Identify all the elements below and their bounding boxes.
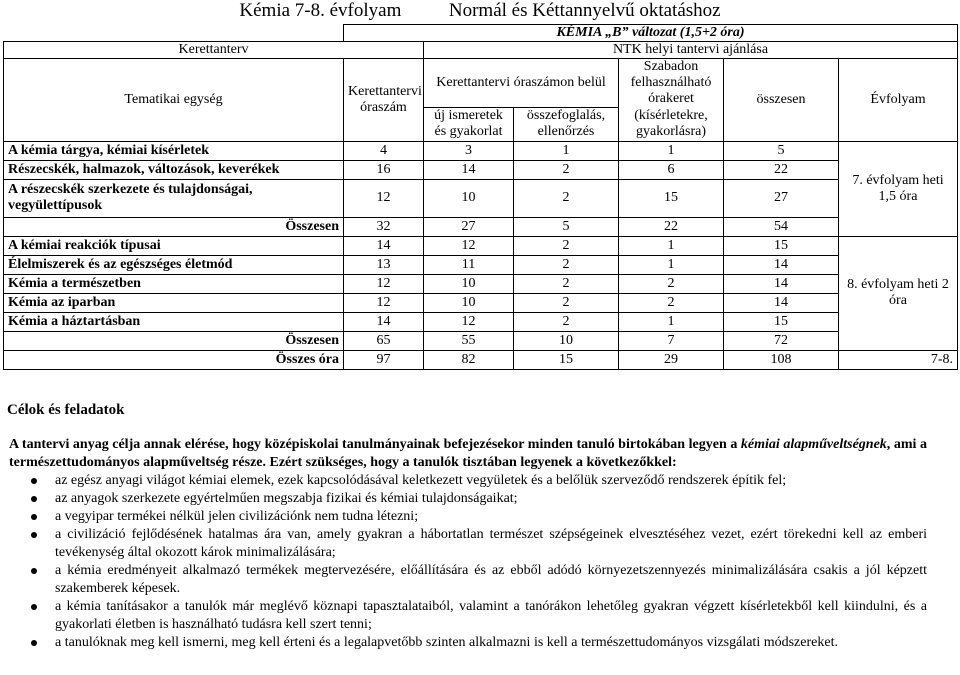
ossz-cell: 2 (514, 274, 619, 293)
uj-cell: 3 (424, 141, 514, 160)
table-row (4, 141, 958, 160)
ker-cell: 16 (344, 160, 424, 179)
sum-cell: 15 (724, 312, 839, 331)
goals-intro: A tantervi anyag célja annak elérése, hogy középiskolai tanulmányainak befejezésekor minden tanuló birtokában legyen a kémiai alapműveltségnek, ami a természettudományos alapműveltség része. Ezért szükséges, hogy a tanulók tisztában legyenek a következőkkel: (9, 437, 927, 470)
list-item: az egész anyagi világot kémiai elemek, ezek kapcsolódásával keletkezett vegyületek és a belőlük szerveződő rendszerek építik fel; (9, 472, 927, 490)
ossz-cell: 15 (514, 350, 619, 369)
sum-cell: 5 (724, 141, 839, 160)
sum-cell: 108 (724, 350, 839, 369)
grand-total-grade: 7-8. (839, 350, 958, 369)
title-subtitle: Normál és Kéttannyelvű oktatáshoz (448, 0, 721, 21)
topic-cell: Kémia az iparban (4, 293, 344, 312)
ker-cell: 14 (344, 236, 424, 255)
topic-cell: A kémia tárgya, kémiai kísérletek (4, 141, 344, 160)
list-item: a kémia tanításakor a tanulók már meglévő köznapi tapasztalataiból, valamint a tanórákon lehetőleg gyakran végzett kísérletekből kell kiindulni, és a gyakorlati életben is használható tudásra kell szert tenni; (9, 598, 927, 634)
grand-total-row (4, 350, 958, 369)
ossz-cell: 2 (514, 160, 619, 179)
sum-cell: 15 (724, 236, 839, 255)
sum-cell: 54 (724, 217, 839, 236)
szab-cell: 1 (619, 141, 724, 160)
uj-cell: 10 (424, 179, 514, 217)
ossz-cell: 10 (514, 331, 619, 350)
uj-cell: 11 (424, 255, 514, 274)
sum-cell: 72 (724, 331, 839, 350)
sum-cell: 14 (724, 293, 839, 312)
ossz-cell: 2 (514, 293, 619, 312)
document-title (0, 0, 960, 22)
topic-cell: Részecskék, halmazok, változások, keverékek (4, 160, 344, 179)
ker-cell: 14 (344, 312, 424, 331)
variant-heading: KÉMIA „B” változat (1,5+2 óra) (344, 25, 958, 42)
ossz-cell: 1 (514, 141, 619, 160)
list-item: a kémia eredményeit alkalmazó termékek megtervezésére, előállítására és az ebből adódó környezetszennyezés minimalizálására csakis a jól képzett szakemberek képesek. (9, 562, 927, 598)
ossz-cell: 2 (514, 179, 619, 217)
szab-cell: 22 (619, 217, 724, 236)
goals-heading: Célok és feladatok (7, 402, 125, 418)
table-row (4, 274, 958, 293)
curriculum-table (3, 24, 958, 370)
szab-cell: 29 (619, 350, 724, 369)
bullet-icon (31, 514, 37, 520)
bullet-icon (31, 478, 37, 484)
bullet-icon (31, 604, 37, 610)
szab-cell: 2 (619, 293, 724, 312)
list-item: a tanulóknak meg kell ismerni, meg kell érteni és a legalapvetőbb szinten alkalmazni is kell a természettudományos vizsgálati módszereket. (9, 634, 927, 652)
szab-cell: 1 (619, 312, 724, 331)
szab-cell: 1 (619, 255, 724, 274)
title-grade: Kémia 7-8. évfolyam (239, 0, 402, 21)
ossz-cell: 2 (514, 236, 619, 255)
sum-cell: 14 (724, 255, 839, 274)
goals-section (9, 436, 927, 652)
sum-cell: 27 (724, 179, 839, 217)
uj-cell: 10 (424, 293, 514, 312)
ker-cell: 12 (344, 179, 424, 217)
uj-ismeretek-header: új ismeretek és gyakorlat (424, 107, 514, 141)
oraszamon-belul-header: Kerettantervi óraszámon belül (424, 59, 619, 108)
subtotal-label: Összesen (4, 331, 344, 350)
uj-cell: 10 (424, 274, 514, 293)
sum-cell: 14 (724, 274, 839, 293)
ker-cell: 12 (344, 274, 424, 293)
sum-cell: 22 (724, 160, 839, 179)
bullet-icon (31, 496, 37, 502)
tematikai-header: Tematikai egység (4, 59, 344, 142)
szab-cell: 7 (619, 331, 724, 350)
grade-7-label: 7. évfolyam heti 1,5 óra (839, 141, 958, 236)
ker-cell: 4 (344, 141, 424, 160)
list-item: az anyagok szerkezete egyértelműen megszabja fizikai és kémiai tulajdonságaikat; (9, 490, 927, 508)
list-item: a vegyipar termékei nélkül jelen civilizációnk nem tudna létezni; (9, 508, 927, 526)
uj-cell: 82 (424, 350, 514, 369)
ossz-cell: 2 (514, 312, 619, 331)
table-row (4, 293, 958, 312)
kerettantervi-oraszam-header: Kerettantervi óraszám (344, 59, 424, 142)
kerettanterv-header: Kerettanterv (4, 42, 424, 59)
uj-cell: 12 (424, 312, 514, 331)
szabadon-header: Szabadon felhasználható órakeret (619, 59, 724, 108)
table-row (4, 255, 958, 274)
table-row (4, 236, 958, 255)
uj-cell: 12 (424, 236, 514, 255)
osszesen-header: összesen (724, 59, 839, 142)
grade-8-label: 8. évfolyam heti 2 óra (839, 236, 958, 350)
table-row (4, 312, 958, 331)
ossz-cell: 2 (514, 255, 619, 274)
table-row (4, 179, 958, 217)
ker-cell: 97 (344, 350, 424, 369)
topic-cell: Kémia a háztartásban (4, 312, 344, 331)
osszefoglalas-header: összefoglalás, ellenőrzés (514, 107, 619, 141)
grand-total-label: Összes óra (4, 350, 344, 369)
topic-cell: A részecskék szerkezete és tulajdonságai, vegyülettípusok (4, 179, 344, 217)
szab-cell: 15 (619, 179, 724, 217)
ker-cell: 13 (344, 255, 424, 274)
topic-cell: Kémia a természetben (4, 274, 344, 293)
evfolyam-header: Évfolyam (839, 59, 958, 142)
bullet-icon (31, 640, 37, 646)
szab-cell: 1 (619, 236, 724, 255)
list-item: a civilizáció fejlődésének hatalmas ára van, amely gyakran a hábortatlan természet szépségeinek elvesztéséhez vezet, ezért törekedni kell az emberi tevékenység által okozott károk minimalizálására; (9, 526, 927, 562)
ker-cell: 12 (344, 293, 424, 312)
szab-cell: 6 (619, 160, 724, 179)
uj-cell: 14 (424, 160, 514, 179)
uj-cell: 27 (424, 217, 514, 236)
subtotal-row (4, 331, 958, 350)
ossz-cell: 5 (514, 217, 619, 236)
subtotal-row (4, 217, 958, 236)
szab-cell: 2 (619, 274, 724, 293)
bullet-icon (31, 568, 37, 574)
goals-list (9, 472, 927, 652)
table-row (4, 160, 958, 179)
topic-cell: A kémiai reakciók típusai (4, 236, 344, 255)
uj-cell: 55 (424, 331, 514, 350)
ntk-header: NTK helyi tantervi ajánlása (424, 42, 958, 59)
ker-cell: 32 (344, 217, 424, 236)
subtotal-label: Összesen (4, 217, 344, 236)
ker-cell: 65 (344, 331, 424, 350)
topic-cell: Élelmiszerek és az egészséges életmód (4, 255, 344, 274)
bullet-icon (31, 532, 37, 538)
kiserletekre-header: (kísérletekre, gyakorlásra) (619, 107, 724, 141)
